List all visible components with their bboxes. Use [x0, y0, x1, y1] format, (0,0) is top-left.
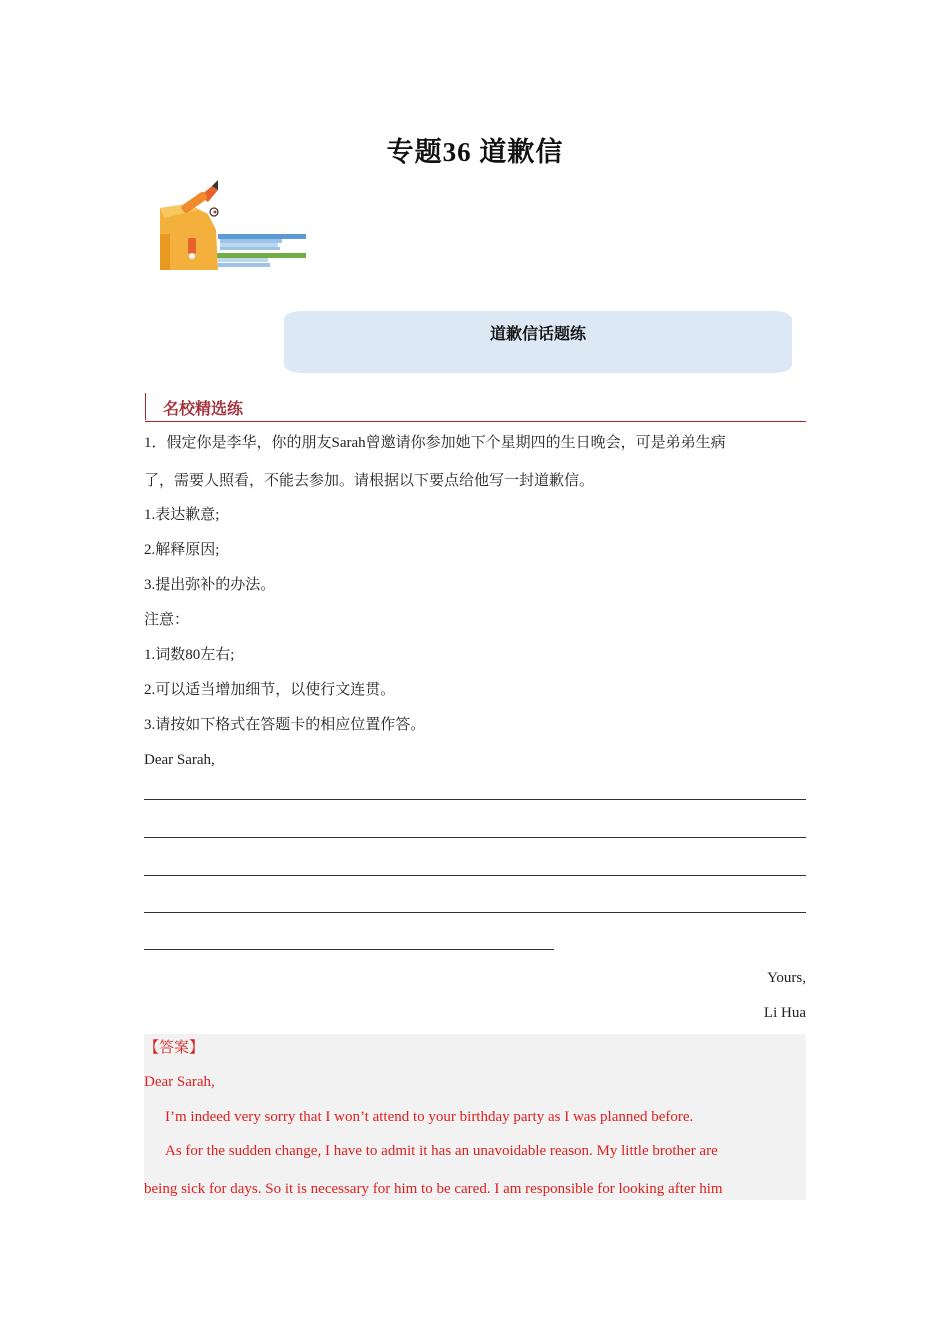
- pencil-books-logo: [158, 178, 308, 272]
- section-label: 名校精选练: [163, 399, 244, 418]
- section-accent-bar: [145, 393, 146, 420]
- answer-blank-line: [144, 837, 806, 838]
- point-1: 1.表达歉意;: [144, 507, 220, 523]
- note-label: 注意：: [144, 612, 190, 628]
- banner-title: 道歉信话题练: [489, 324, 586, 343]
- letter-salutation: Dear Sarah,: [144, 752, 215, 768]
- answer-blank-line: [144, 875, 806, 876]
- point-3: 3.提出弥补的办法。: [144, 577, 276, 593]
- answer-blank-line: [144, 799, 806, 800]
- answer-line-3: being sick for days. So it is necessary for him to be cared. I am responsible for looking after him: [144, 1181, 723, 1197]
- answer-salutation: Dear Sarah,: [144, 1074, 215, 1090]
- question-line-2: 了，需要人照看，不能去参加。请根据以下要点给他写一封道歉信。: [144, 473, 595, 489]
- answer-line-1: I’m indeed very sorry that I won’t attend to your birthday party as I was planned before.: [165, 1109, 694, 1125]
- answer-label: 【答案】: [144, 1040, 205, 1056]
- note-3: 3.请按如下格式在答题卡的相应位置作答。: [144, 717, 426, 733]
- point-2: 2.解释原因;: [144, 542, 220, 558]
- question-line-1: 1．假定你是李华，你的朋友Sarah曾邀请你参加她下个星期四的生日晚会，可是弟弟生病: [144, 435, 726, 451]
- section-heading: [145, 392, 806, 422]
- topic-banner: [284, 311, 792, 373]
- answer-blank-line: [144, 912, 806, 913]
- answer-line-2: As for the sudden change, I have to admit it has an unavoidable reason. My little brother are: [165, 1143, 718, 1159]
- note-1: 1.词数80左右;: [144, 647, 235, 663]
- page-title: 专题36 道歉信: [386, 137, 564, 167]
- note-2: 2.可以适当增加细节，以使行文连贯。: [144, 682, 396, 698]
- letter-closing: Yours,: [767, 970, 806, 986]
- answer-blank-line: [144, 949, 554, 950]
- letter-signature: Li Hua: [763, 1005, 806, 1021]
